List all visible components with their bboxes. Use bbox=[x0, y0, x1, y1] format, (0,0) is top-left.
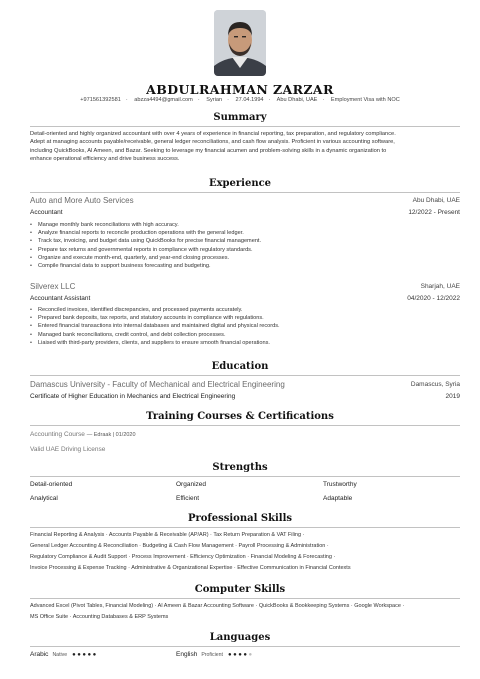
strength-item: Adaptable bbox=[323, 495, 353, 502]
languages-divider bbox=[30, 646, 460, 647]
computer-skills-divider bbox=[30, 598, 460, 599]
rating-dot-filled: ● bbox=[72, 652, 78, 658]
job-bullet: • Reconciled invoices, identified discrepancies, and processed payments accurately. bbox=[30, 306, 450, 314]
education-divider bbox=[30, 375, 460, 376]
profile-photo bbox=[214, 10, 266, 76]
job-location: Sharjah, UAE bbox=[420, 283, 460, 290]
skills-line: Invoice Processing & Expense Tracking · Administrative & Organizational Expertise · Effective Communication in Financial Contexts bbox=[30, 565, 351, 571]
job-company: Auto and More Auto Services bbox=[30, 196, 134, 205]
email[interactable]: abzza4494@gmail.com bbox=[134, 97, 193, 103]
rating-dot-filled: ● bbox=[82, 652, 88, 658]
language-item bbox=[176, 651, 254, 658]
experience-divider bbox=[30, 192, 460, 193]
job-bullet: • Analyze financial reports to reconcile production operations with the general ledger. bbox=[30, 229, 450, 237]
job-bullet: • Entered financial transactions into internal databases and maintained digital and physical records. bbox=[30, 322, 450, 330]
summary-line: including QuickBooks, Al Ameen, and Bazar. Seeking to leverage my financial acumen and problem-solving skills in a dynamic organization to bbox=[30, 147, 387, 154]
education-title: Education bbox=[211, 361, 269, 372]
job-dates: 04/2020 - 12/2022 bbox=[407, 295, 460, 302]
summary-line: enhance operational efficiency and drive business success. bbox=[30, 155, 180, 162]
job-bullet: • Prepared bank deposits, tax reports, and statutory accounts in compliance with regulations. bbox=[30, 314, 450, 322]
professional-skills-title: Professional Skills bbox=[187, 513, 293, 524]
summary-text bbox=[30, 130, 460, 163]
strengths-title: Strengths bbox=[212, 462, 268, 473]
strength-item: Organized bbox=[176, 481, 206, 488]
rating-dot-empty: ● bbox=[248, 652, 254, 658]
strength-item: Efficient bbox=[176, 495, 200, 502]
languages-title: Languages bbox=[209, 632, 271, 643]
rating-dot-filled: ● bbox=[87, 652, 93, 658]
course-name: Accounting Course bbox=[30, 431, 85, 438]
language-name: Arabic bbox=[30, 651, 49, 658]
computer-skills-title: Computer Skills bbox=[194, 584, 286, 595]
job-role: Accountant bbox=[30, 209, 63, 216]
rating-dot-filled: ● bbox=[227, 652, 234, 658]
visa-status: Employment Visa with NOC bbox=[330, 97, 400, 103]
language-level: Proficient bbox=[201, 652, 223, 658]
job-location: Abu Dhabi, UAE bbox=[412, 197, 460, 204]
language-rating bbox=[72, 652, 98, 658]
job-bullet: • Liaised with third-party providers, clients, and suppliers to ensure smooth financial operations. bbox=[30, 339, 450, 347]
strength-item: Detail-oriented bbox=[30, 481, 73, 488]
birth-date: 27.04.1994 bbox=[235, 97, 264, 103]
experience-title: Experience bbox=[208, 178, 272, 189]
skills-line: General Ledger Accounting & Reconciliation · Budgeting & Cash Flow Management · Payroll Processing & Administration · bbox=[30, 543, 329, 549]
rating-dot-filled: ● bbox=[233, 652, 239, 658]
nationality: Syrian bbox=[206, 97, 223, 103]
degree: Certificate of Higher Education in Mechanics and Electrical Engineering bbox=[30, 393, 236, 400]
phone[interactable]: +971561392581 bbox=[80, 97, 121, 103]
language-rating bbox=[228, 652, 254, 658]
summary-line: Adept at managing accounts payable/receivable, general ledger reconciliations, and cash flow analysis. Proficient in various accounting software, bbox=[30, 139, 395, 146]
professional-skills-divider bbox=[30, 527, 460, 528]
job-bullet: • Compile financial data to support business forecasting and budgeting. bbox=[30, 262, 450, 270]
job-role: Accountant Assistant bbox=[30, 295, 91, 302]
computer-skills-line: MS Office Suite · Accounting Databases & ERP Systems bbox=[30, 614, 169, 620]
job-dates: 12/2022 - Present bbox=[408, 209, 460, 216]
graduation-year: 2019 bbox=[445, 393, 460, 400]
training-title: Training Courses & Certifications bbox=[146, 411, 334, 422]
skills-line: Financial Reporting & Analysis · Accounts Payable & Receivable (AP/AR) · Tax Return Preparation & VAT Filing · bbox=[30, 532, 305, 538]
rating-dot-filled: ● bbox=[243, 652, 249, 658]
strengths-divider bbox=[30, 476, 460, 477]
job-bullets bbox=[30, 306, 450, 347]
job-bullet: • Prepare tax returns and governmental reports in compliance with regulatory standards. bbox=[30, 246, 450, 254]
language-level: Native bbox=[52, 652, 68, 658]
skills-line: Regulatory Compliance & Audit Support · Process Improvement · Efficiency Optimization · Financial Modeling & Forecasting · bbox=[30, 554, 336, 560]
training-divider bbox=[30, 425, 460, 426]
rating-dot-filled: ● bbox=[92, 652, 98, 658]
job-bullet: • Managed bank reconciliations, credit control, and debt collection processes. bbox=[30, 331, 450, 339]
candidate-name: ABDULRAHMAN ZARZAR bbox=[146, 82, 334, 97]
summary-divider bbox=[30, 126, 460, 127]
job-bullet: • Manage monthly bank reconciliations with high accuracy. bbox=[30, 221, 450, 229]
summary-line: Detail-oriented and highly organized accountant with over 4 years of experience in financial reporting, tax preparation, and regulatory compliance. bbox=[30, 131, 396, 137]
language-item bbox=[30, 651, 98, 658]
school-location: Damascus, Syria bbox=[410, 381, 460, 388]
language-name: English bbox=[176, 651, 198, 658]
rating-dot-filled: ● bbox=[238, 652, 244, 658]
job-bullet: • Organize and execute month-end, quarterly, and year-end closing processes. bbox=[30, 254, 450, 262]
location: Abu Dhabi, UAE bbox=[276, 97, 318, 103]
job-bullets bbox=[30, 221, 450, 270]
school-name: Damascus University - Faculty of Mechanical and Electrical Engineering bbox=[30, 380, 285, 389]
contact-line: +971561392581 · abzza4494@gmail.com · Syrian · 27.04.1994 · Abu Dhabi, UAE · Employment Visa with NOC bbox=[80, 97, 400, 103]
course-detail: — Edraak | 01/2020 bbox=[86, 432, 136, 438]
strength-item: Trustworthy bbox=[323, 481, 357, 488]
driving-license: Valid UAE Driving License bbox=[30, 446, 106, 453]
strength-item: Analytical bbox=[30, 495, 58, 502]
computer-skills-line: Advanced Excel (Pivot Tables, Financial Modeling) · Al Ameen & Bazar Accounting Software · QuickBooks & Bookkeeping Systems · Google Workspace · bbox=[30, 603, 405, 609]
summary-title: Summary bbox=[213, 112, 267, 123]
job-bullet: • Track tax, invoicing, and budget data using QuickBooks for precise financial management. bbox=[30, 237, 450, 245]
rating-dot-filled: ● bbox=[77, 652, 83, 658]
job-company: Silverex LLC bbox=[30, 282, 76, 291]
course bbox=[30, 431, 136, 438]
